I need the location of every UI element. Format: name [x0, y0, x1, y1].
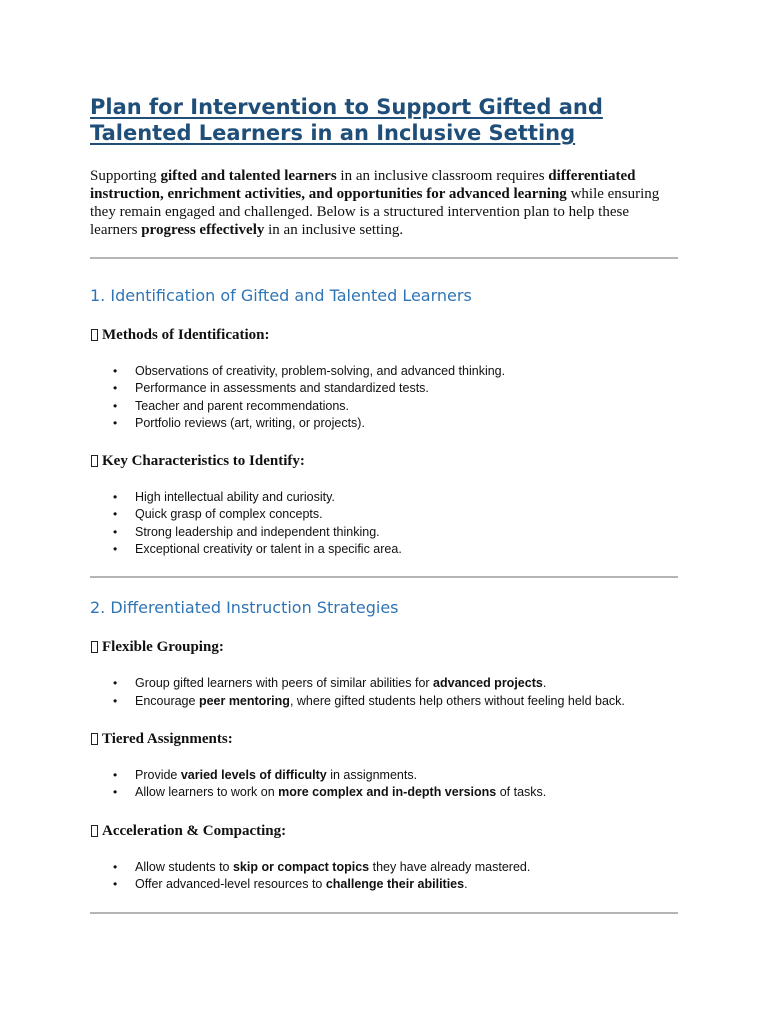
- subsection-heading: [90, 638, 678, 656]
- subsection-heading: [90, 822, 678, 840]
- subsection-heading-label: Tiered Assignments:: [102, 730, 233, 747]
- list-item: [90, 489, 678, 506]
- list-item: [90, 767, 678, 784]
- subsection-heading-label: Acceleration & Compacting:: [102, 822, 287, 839]
- missing-glyph-icon: [91, 641, 98, 653]
- subsection-list: [90, 638, 678, 893]
- missing-glyph-icon: [91, 825, 98, 837]
- text-run: Group gifted learners with peers of similar abilities for: [135, 676, 434, 691]
- bullet-list: [90, 363, 678, 432]
- bullet-list: [90, 489, 678, 558]
- bullet-list: [90, 859, 678, 894]
- bold-text: gifted and talented learners: [160, 168, 337, 184]
- document-page: [90, 94, 678, 914]
- list-item: [90, 784, 678, 801]
- missing-glyph-icon: [91, 329, 98, 341]
- section-heading: 2. Differentiated Instruction Strategies: [90, 598, 399, 618]
- text-run: they have already mastered.: [369, 859, 531, 874]
- horizontal-rule: [90, 257, 678, 259]
- text-run: Allow learners to work on: [135, 785, 279, 800]
- text-run: in an inclusive classroom requires: [336, 168, 549, 184]
- text-run: .: [542, 676, 547, 691]
- text-run: of tasks.: [496, 785, 547, 800]
- list-item: [90, 541, 678, 558]
- text-run: .: [464, 876, 468, 891]
- text-run: Provide: [135, 767, 181, 782]
- text-run: , where gifted students help others without feeling held back.: [289, 693, 625, 708]
- bold-text: peer mentoring: [198, 693, 290, 708]
- section-differentiated-instruction: [90, 598, 678, 893]
- missing-glyph-icon: [91, 455, 98, 467]
- subsection-heading-label: Key Characteristics to Identify:: [102, 453, 305, 470]
- list-item: [90, 524, 678, 541]
- text-run: Encourage: [135, 693, 199, 708]
- text-run: Performance in assessments and standardized tests.: [135, 381, 429, 396]
- list-item: [90, 675, 678, 692]
- text-run: in an inclusive setting.: [264, 222, 404, 238]
- subsection-heading-label: Methods of Identification:: [102, 327, 270, 343]
- list-item: [90, 506, 678, 523]
- bold-text: varied levels of difficulty: [180, 767, 327, 782]
- text-run: Portfolio reviews (art, writing, or projects).: [135, 415, 365, 430]
- list-item: [90, 859, 678, 876]
- subsection-heading: [90, 452, 678, 470]
- text-run: Offer advanced-level resources to: [135, 876, 326, 891]
- document-title: Plan for Intervention to Support Gifted and Talented Learners in an Inclusive Setting: [90, 95, 603, 145]
- bold-text: more complex and in-depth versions: [278, 785, 497, 800]
- section-identification: [90, 286, 678, 558]
- list-item: [90, 876, 678, 893]
- text-run: Observations of creativity, problem-solving, and advanced thinking.: [135, 364, 506, 378]
- text-run: Teacher and parent recommendations.: [135, 398, 350, 413]
- text-run: Supporting: [90, 168, 161, 184]
- horizontal-rule: [90, 576, 678, 578]
- subsection-heading-label: Flexible Grouping:: [102, 639, 224, 656]
- subsection-heading: [90, 730, 678, 748]
- subsection-list: [90, 326, 678, 558]
- bold-text: progress effectively: [141, 222, 265, 238]
- bold-text: advanced projects: [433, 676, 543, 691]
- bold-text: differentiated instruction, enrichment activities, and opportunities for advanced learning: [90, 168, 636, 202]
- subsection-heading: [90, 326, 678, 344]
- bullet-list: [90, 767, 678, 802]
- text-run: Quick grasp of complex concepts.: [135, 507, 323, 522]
- text-run: Exceptional creativity or talent in a specific area.: [135, 542, 402, 557]
- text-run: Strong leadership and independent thinking.: [135, 524, 380, 539]
- text-run: in assignments.: [326, 767, 418, 782]
- list-item: [90, 380, 678, 397]
- list-item: [90, 398, 678, 415]
- text-run: High intellectual ability and curiosity.: [135, 490, 335, 505]
- list-item: [90, 363, 678, 380]
- section-heading: 1. Identification of Gifted and Talented Learners: [90, 286, 472, 305]
- bold-text: challenge their abilities: [325, 876, 465, 891]
- bold-text: skip or compact topics: [232, 859, 370, 874]
- list-item: [90, 693, 678, 710]
- missing-glyph-icon: [91, 733, 98, 745]
- list-item: [90, 415, 678, 432]
- text-run: while ensuring they remain engaged and challenged. Below is a structured intervention plan to help these learners: [90, 186, 660, 238]
- horizontal-rule: [90, 912, 678, 914]
- bullet-list: [90, 675, 678, 710]
- text-run: Allow students to: [135, 859, 233, 874]
- intro-paragraph: [90, 167, 678, 239]
